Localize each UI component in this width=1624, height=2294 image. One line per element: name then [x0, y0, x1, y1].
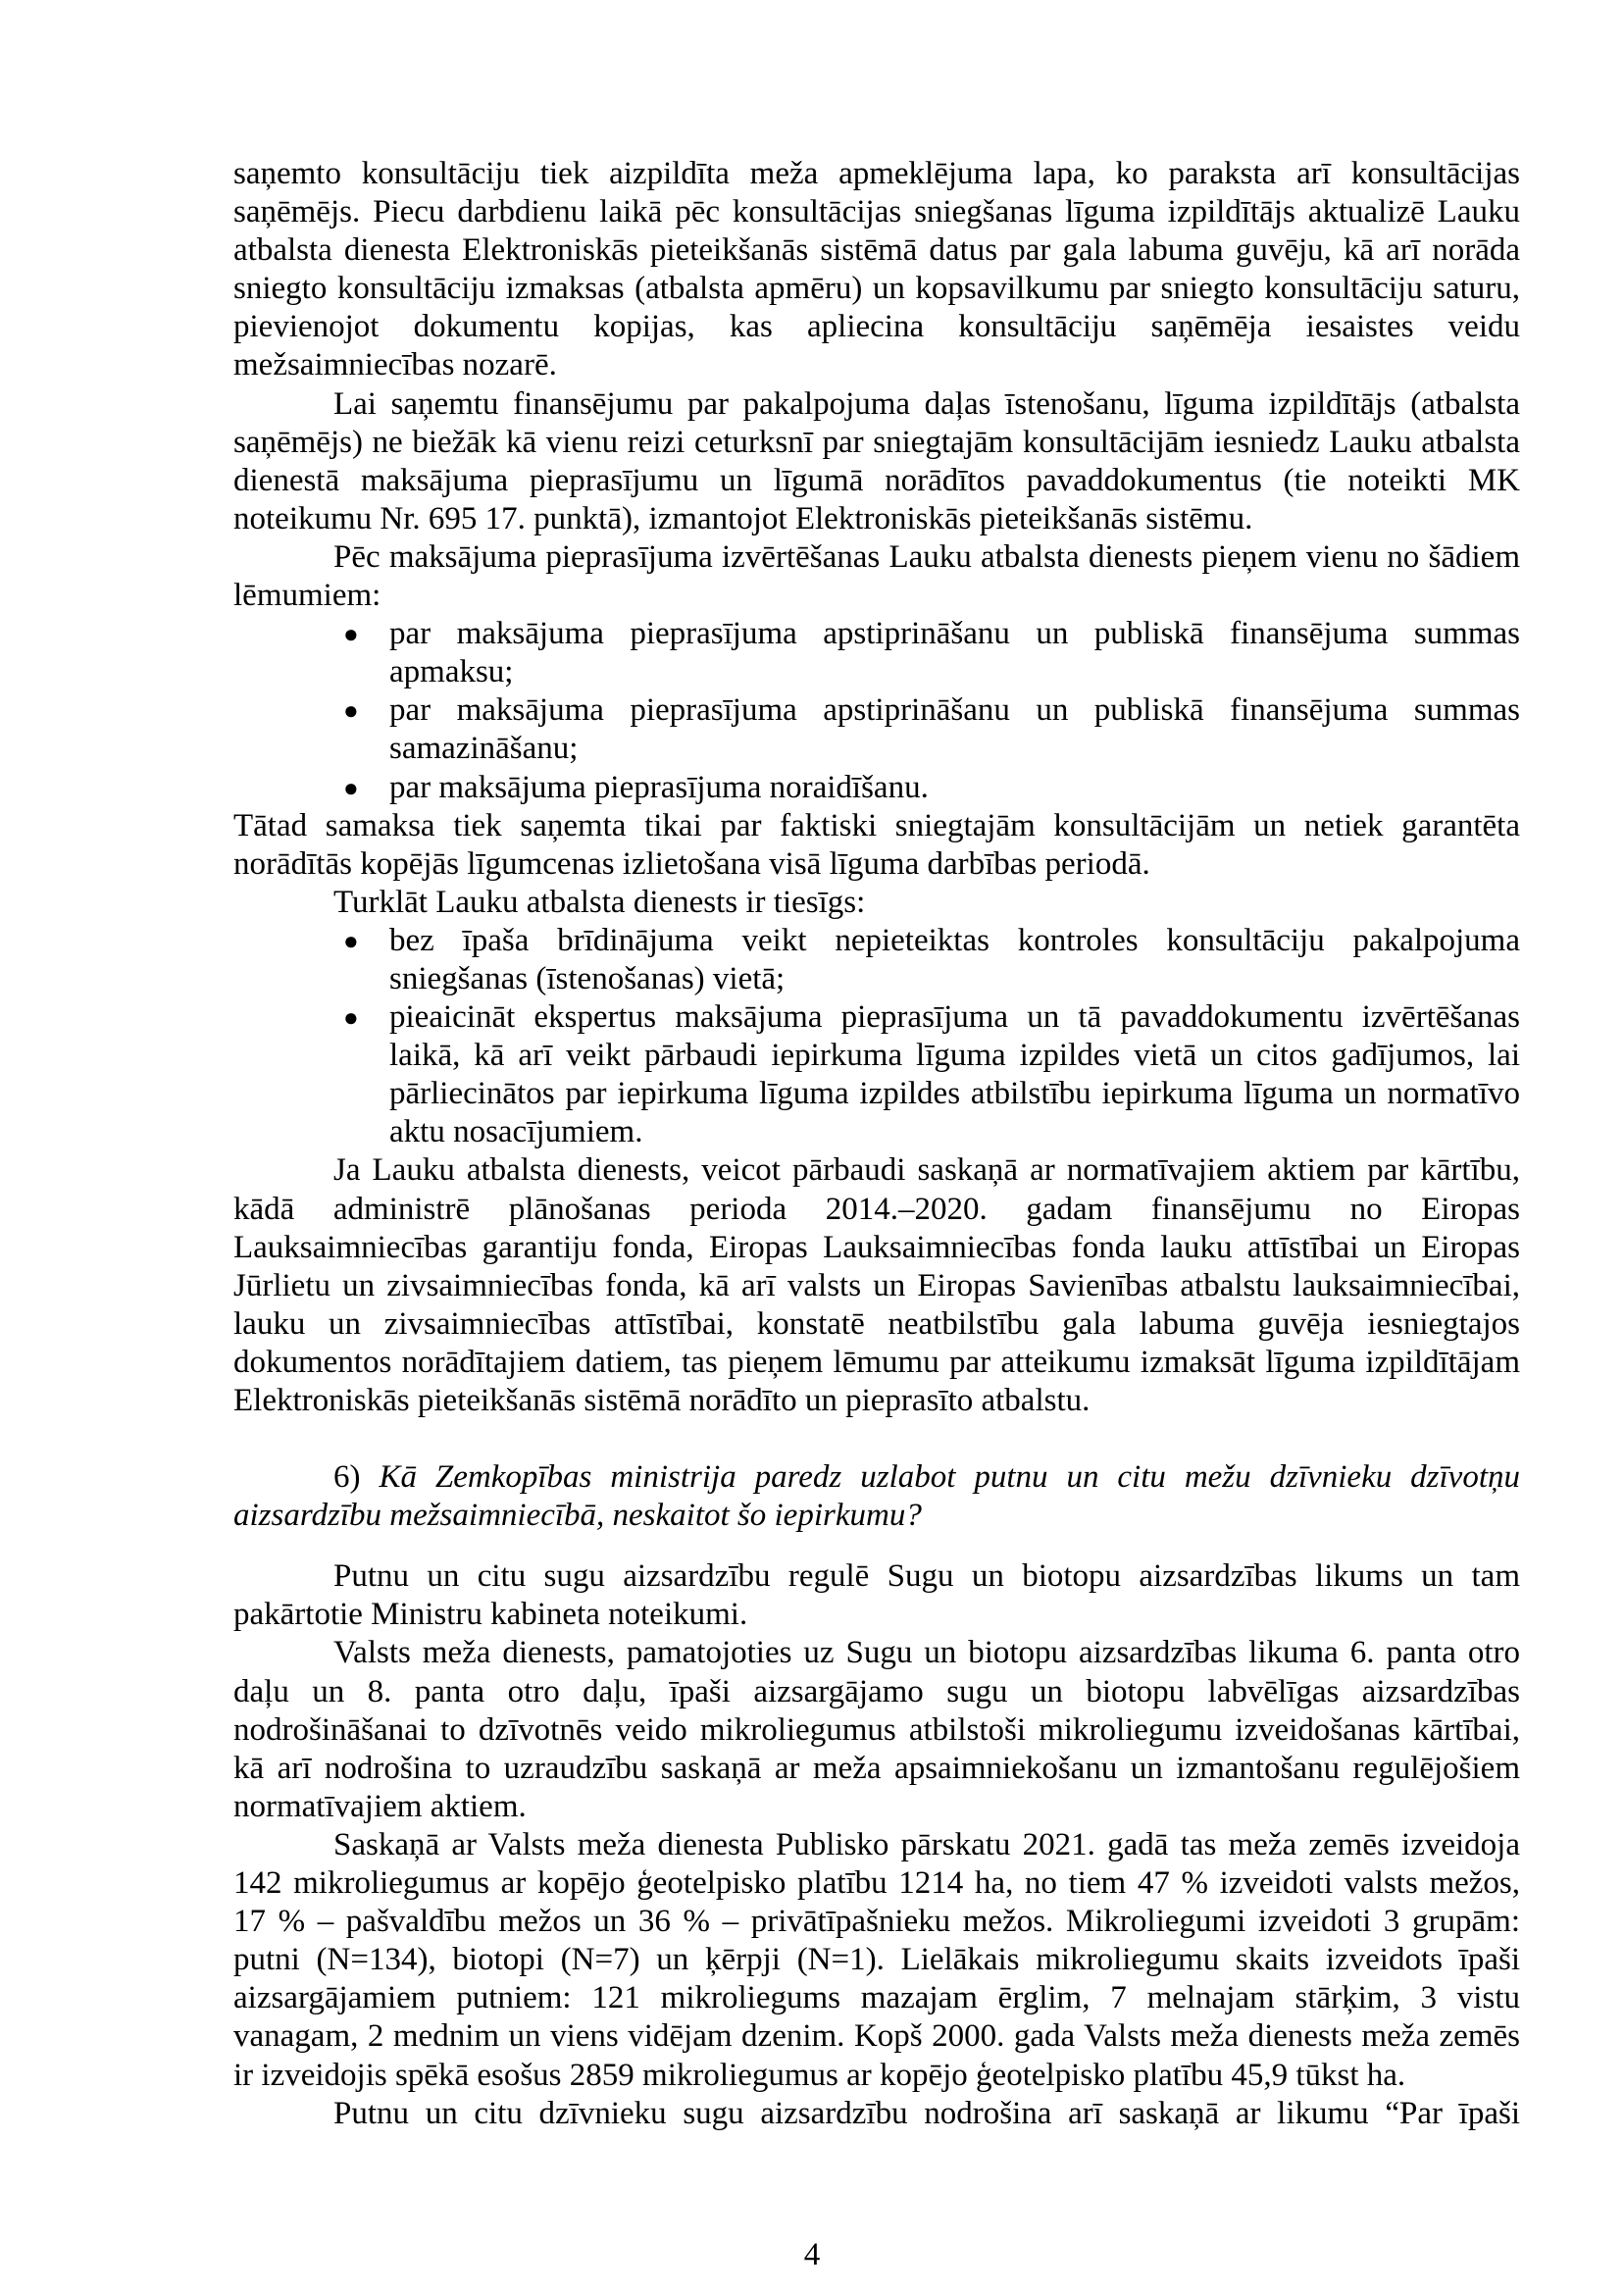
text-line: Lai saņemtu finansējumu par pakalpojuma daļas īstenošanu, līguma izpildītājs (atbalsta — [333, 385, 1520, 422]
text-line: sniegšanas (īstenošanas) vietā; — [389, 960, 786, 996]
paragraph — [233, 385, 1520, 538]
spacer — [233, 1420, 1520, 1458]
bullet-item — [233, 998, 1520, 1151]
text-line: Putnu un citu dzīvnieku sugu aizsardzību nodrošina arī saskaņā ar likumu “Par īpaši — [333, 2095, 1520, 2131]
text-line: par maksājuma pieprasījuma apstiprināšanu un publiskā finansējuma summas — [389, 616, 1520, 652]
text-line: lauku un zivsaimniecības attīstībai, konstatē neatbilstību gala labuma guvēja iesniegtajos — [233, 1305, 1520, 1342]
text-line: atbalsta dienesta Elektroniskās pieteikšanās sistēmā datus par gala labuma guvēju, kā arī norāda — [233, 232, 1520, 269]
text-line: Lauksaimniecības garantiju fonda, Eiropas Lauksaimniecības fonda lauku attīstībai un Eiropas — [233, 1229, 1520, 1265]
page-number: 4 — [803, 2237, 821, 2272]
bullet-icon: ● — [343, 620, 359, 649]
text-line: sniegto konsultāciju izmaksas (atbalsta apmēru) un kopsavilkumu par sniegto konsultāciju saturu, — [233, 271, 1520, 307]
text-line: 17 % – pašvaldību mežos un 36 % – privātīpašnieku mežos. Mikroliegumi izveidoti 3 grupām: — [233, 1904, 1520, 1940]
spacer — [233, 1535, 1520, 1557]
text-line: saņēmējs. Piecu darbdienu laikā pēc konsultācijas sniegšanas līguma izpildītājs aktualizē Lauku — [233, 194, 1520, 230]
text-line: dokumentos norādītajiem datiem, tas pieņem lēmumu par atteikumu izmaksāt līguma izpildītājam — [233, 1344, 1520, 1380]
question-heading — [233, 1458, 1520, 1535]
bullet-icon: ● — [343, 926, 359, 955]
paragraph — [233, 1557, 1520, 1634]
text-line: putni (N=134), biotopi (N=7) un ķērpji (N=1). Lielākais mikroliegumu skaits izveidots īpaši — [233, 1942, 1520, 1978]
text-line: noteikumu Nr. 695 17. punktā), izmantojot Elektroniskās pieteikšanās sistēmu. — [233, 500, 1253, 536]
text-line: Turklāt Lauku atbalsta dienests ir tiesīgs: — [333, 884, 866, 920]
document-body — [233, 155, 1520, 2133]
text-line: par maksājuma pieprasījuma apstiprināšanu un publiskā finansējuma summas — [389, 692, 1520, 729]
text-line: norādītās kopējās līgumcenas izlietošana visā līguma darbības periodā. — [233, 845, 1150, 882]
text-line: saņēmējs) ne biežāk kā vienu reizi ceturksnī par sniegtajām konsultācijām iesniedz Lauku atbalsta — [233, 424, 1520, 460]
paragraph — [233, 884, 1520, 922]
text-line: kā arī nodrošina to uzraudzību saskaņā ar meža apsaimniekošanu un izmantošanu regulējošiem — [233, 1750, 1520, 1786]
text-line — [233, 1458, 1520, 1497]
paragraph — [233, 2095, 1520, 2133]
paragraph — [233, 538, 1520, 615]
bullet-item — [233, 769, 1520, 807]
text-line: 142 mikroliegumus ar kopējo ģeotelpisko platību 1214 ha, no tiem 47 % izveidoti valsts mežos, — [233, 1865, 1520, 1902]
text-line: bez īpaša brīdinājuma veikt nepieteiktas kontroles konsultāciju pakalpojuma — [389, 922, 1520, 958]
paragraph — [233, 1634, 1520, 1825]
bullet-item — [233, 615, 1520, 691]
text-line: Tātad samaksa tiek saņemta tikai par faktiski sniegtajām konsultācijām un netiek garantēta — [233, 807, 1520, 843]
question-text: Kā Zemkopības ministrija paredz uzlabot putnu un citu mežu dzīvnieku dzīvotņu — [379, 1459, 1520, 1496]
text-line: pārliecinātos par iepirkuma līguma izpildes atbilstību iepirkuma līguma un normatīvo — [389, 1076, 1520, 1112]
text-line: aizsardzību mežsaimniecībā, neskaitot šo iepirkumu? — [233, 1498, 922, 1534]
bullet-item — [233, 691, 1520, 768]
bullet-item — [233, 922, 1520, 998]
text-line: samazināšanu; — [389, 731, 579, 767]
paragraph — [233, 155, 1520, 385]
text-line: Valsts meža dienests, pamatojoties uz Sugu un biotopu aizsardzības likuma 6. panta otro — [333, 1635, 1520, 1671]
paragraph — [233, 1826, 1520, 2095]
text-line: nodrošināšanai to dzīvotnēs veido mikroliegumus atbilstoši mikroliegumu izveidošanas kārtībai, — [233, 1711, 1520, 1748]
paragraph — [233, 807, 1520, 884]
text-line: laikā, kā arī veikt pārbaudi iepirkuma līguma izpildes vietā un citos gadījumos, lai — [389, 1038, 1520, 1074]
text-line: apmaksu; — [389, 654, 514, 690]
text-line: vanagam, 2 mednim un viens vidējam dzenim. Kopš 2000. gada Valsts meža dienests meža zemēs — [233, 2018, 1520, 2055]
question-number: 6) — [333, 1459, 361, 1496]
text-line: pakārtotie Ministru kabineta noteikumi. — [233, 1597, 748, 1633]
text-line: normatīvajiem aktiem. — [233, 1788, 527, 1824]
paragraph — [233, 1151, 1520, 1420]
text-line: Pēc maksājuma pieprasījuma izvērtēšanas Lauku atbalsta dienests pieņem vienu no šādiem — [333, 538, 1520, 575]
text-line: par maksājuma pieprasījuma noraidīšanu. — [389, 769, 929, 805]
text-line: pieaicināt ekspertus maksājuma pieprasījuma un tā pavaddokumentu izvērtēšanas — [389, 999, 1520, 1036]
text-line: mežsaimniecības nozarē. — [233, 347, 557, 383]
text-line: pievienojot dokumentu kopijas, kas apliecina konsultāciju saņēmēja iesaistes veidu — [233, 309, 1520, 345]
text-line: saņemto konsultāciju tiek aizpildīta meža apmeklējuma lapa, ko paraksta arī konsultācijas — [233, 156, 1520, 191]
bullet-icon: ● — [343, 773, 359, 802]
text-line: aizsargājamiem putniem: 121 mikroliegums mazajam ērglim, 7 melnajam stārķim, 3 vistu — [233, 1980, 1520, 2016]
text-line: Elektroniskās pieteikšanās sistēmā norādīto un pieprasīto atbalstu. — [233, 1383, 1091, 1418]
text-line: lēmumiem: — [233, 578, 381, 614]
bullet-icon: ● — [343, 696, 359, 726]
text-line: daļu un 8. panta otro daļu, īpaši aizsargājamo sugu un biotopu labvēlīgas aizsardzības — [233, 1673, 1520, 1709]
text-line: ir izveidojis spēkā esošus 2859 mikroliegumus ar kopējo ģeotelpisko platību 45,9 tūkst ha. — [233, 2057, 1406, 2093]
text-line: Putnu un citu sugu aizsardzību regulē Sugu un biotopu aizsardzības likums un tam — [333, 1558, 1520, 1595]
text-line: dienestā maksājuma pieprasījumu un līgumā norādītos pavaddokumentus (tie noteikti MK — [233, 462, 1520, 498]
text-line: Ja Lauku atbalsta dienests, veicot pārbaudi saskaņā ar normatīvajiem aktiem par kārtību, — [333, 1152, 1520, 1189]
bullet-icon: ● — [343, 1003, 359, 1033]
text-line: Jūrlietu un zivsaimniecības fonda, kā arī valsts un Eiropas Savienības atbalstu lauksaimniecībai, — [233, 1267, 1520, 1303]
text-line: Saskaņā ar Valsts meža dienesta Publisko pārskatu 2021. gadā tas meža zemēs izveidoja — [333, 1826, 1520, 1862]
text-line: kādā administrē plānošanas perioda 2014.–2020. gadam finansējumu no Eiropas — [233, 1191, 1520, 1227]
text-line: aktu nosacījumiem. — [389, 1114, 643, 1150]
